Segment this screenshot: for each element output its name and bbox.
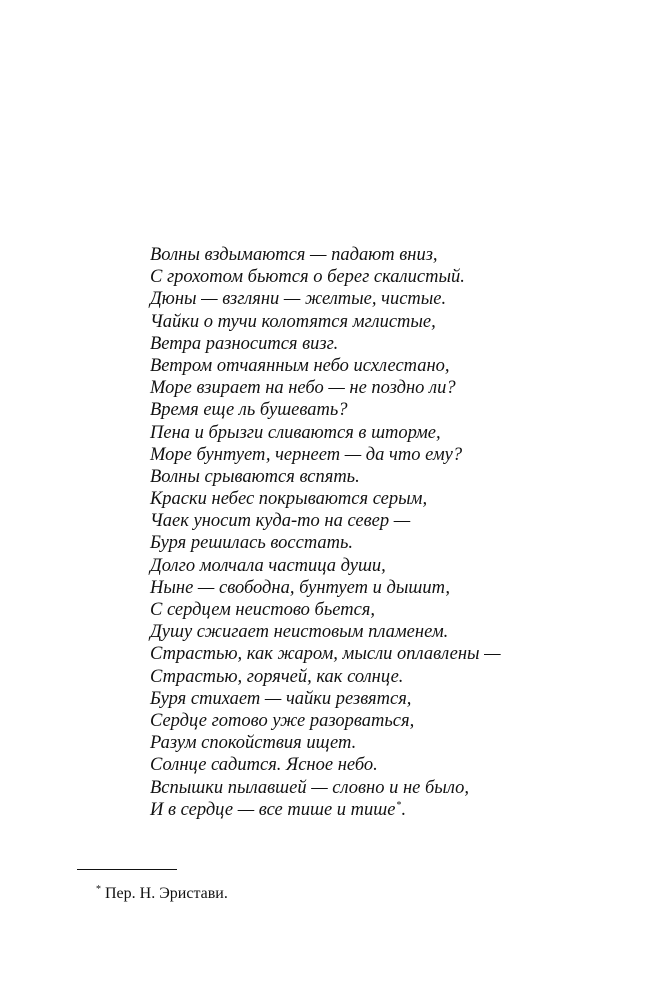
footnote-separator [77,869,177,870]
poem-line: Ныне — свободна, бунтует и дышит, [150,577,451,598]
footnote-text: Пер. Н. Эристави. [105,885,228,902]
poem-line: Чайки о тучи колотятся мглистые, [150,311,436,332]
poem-line: Душу сжигает неистовым пламенем. [150,622,449,643]
poem-line: Солнце садится. Ясное небо. [150,755,378,776]
poem-line: Дюны — взгляни — желтые, чистые. [150,289,447,310]
poem-line: Буря решилась восстать. [150,533,354,554]
footnote [96,884,228,904]
poem-line: Море взирает на небо — не поздно ли? [150,378,456,399]
poem-line: Ветра разносится визг. [150,333,339,354]
poem-line: Волны срываются вспять. [150,466,360,487]
poem-line: С грохотом бьются о берег скалистый. [150,267,465,288]
poem-line: Сердце готово уже разорваться, [150,710,415,731]
poem-last-line [150,799,501,821]
poem-line: Чаек уносит куда-то на север — [150,511,411,532]
poem [150,244,501,821]
footnote-mark: * [96,883,101,895]
poem-line: Страстью, горячей, как солнце. [150,666,404,687]
poem-line: Волны вздымаются — падают вниз, [150,245,438,265]
poem-line: Море бунтует, чернеет — да что ему? [150,444,463,465]
footnote-reference-mark[interactable]: * [396,799,402,811]
poem-line: Разум спокойствия ищет. [150,733,357,754]
poem-line: Краски небес покрываются серым, [150,489,428,510]
poem-line: Страстью, как жаром, мысли оплавлены — [150,644,501,665]
poem-last-line-text: И в сердце — все тише и тише [150,799,396,820]
poem-line: Пена и брызги сливаются в шторме, [150,422,441,443]
poem-line: Время еще ль бушевать? [150,400,348,421]
poem-line: Буря стихает — чайки резвятся, [150,688,412,709]
poem-line: С сердцем неистово бьется, [150,600,376,620]
poem-line: Долго молчала частица души, [150,555,386,576]
poem-line: Вспышки пылавшей — словно и не было, [150,777,469,798]
poem-last-line-period: . [401,799,407,820]
poem-line: Ветром отчаянным небо исхлестано, [150,355,450,376]
